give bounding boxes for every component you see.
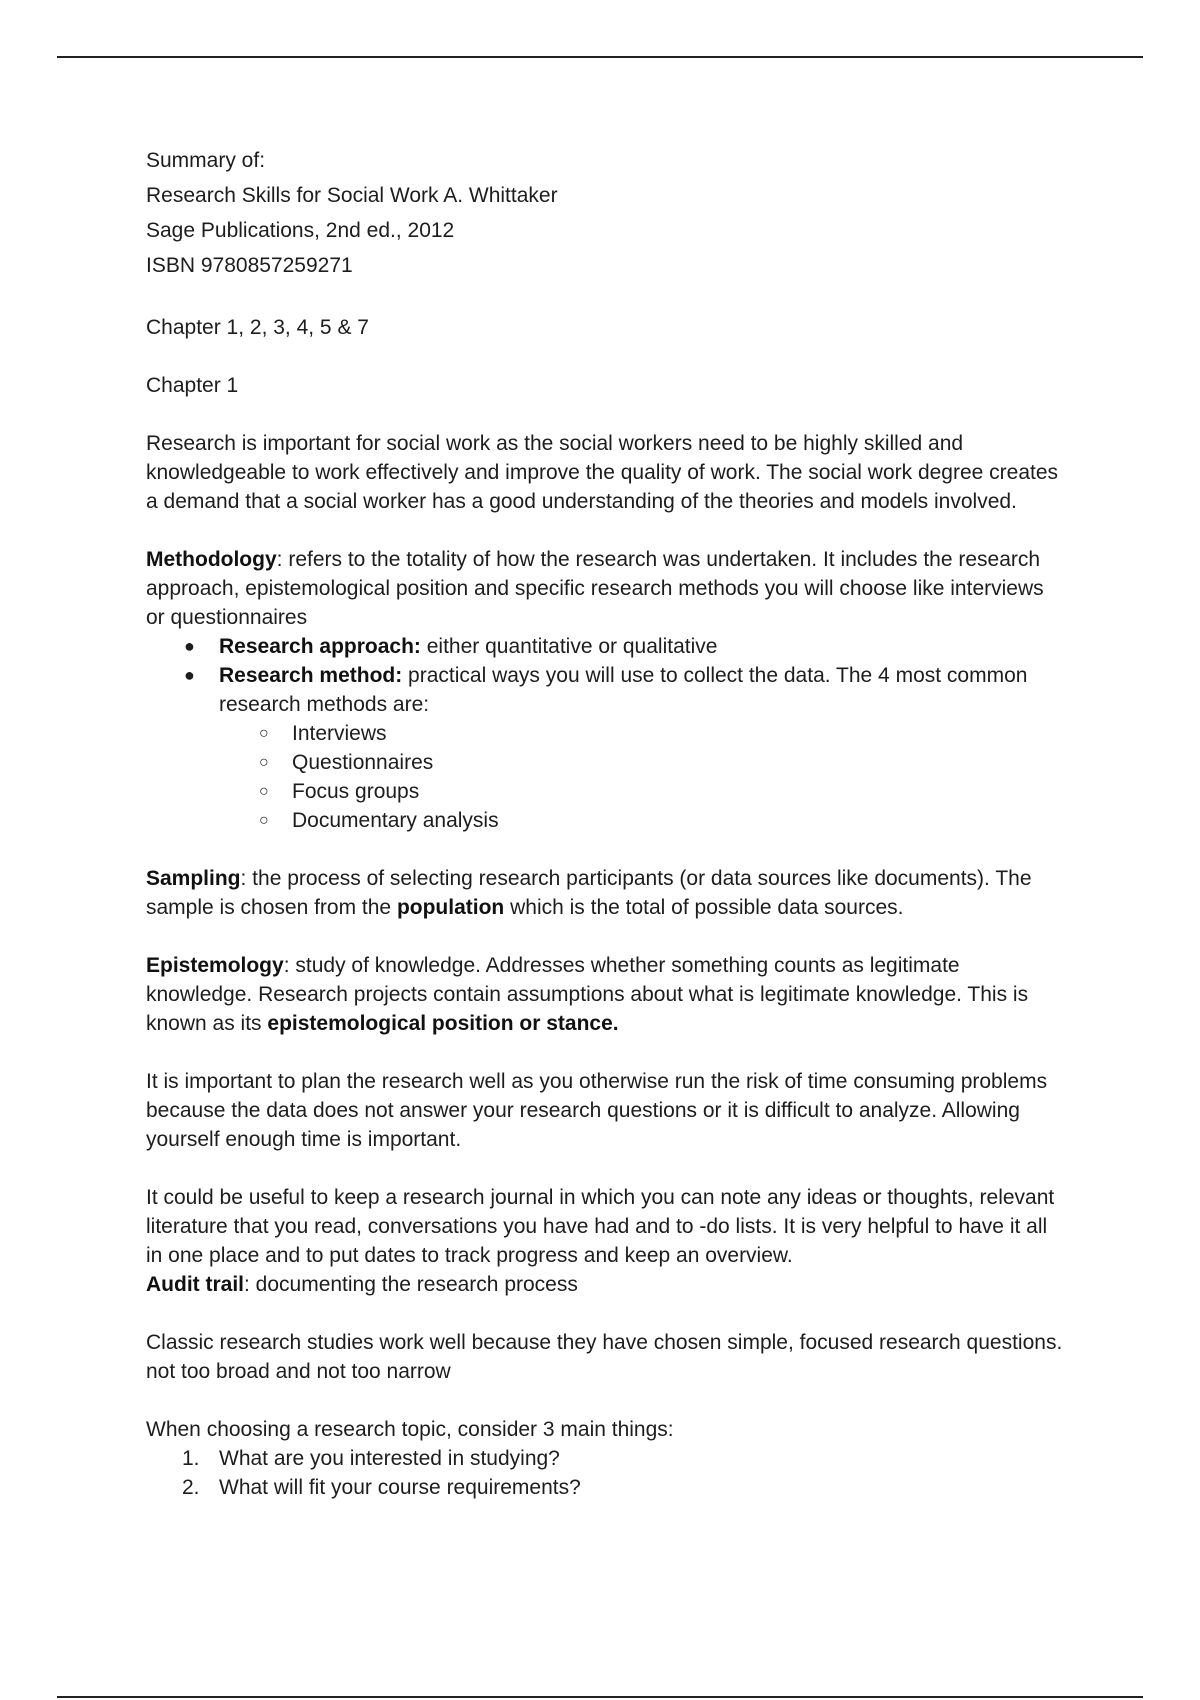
sampling-paragraph: [146, 864, 1066, 922]
summary-label: Summary of:: [146, 149, 266, 172]
audit-trail-text: : documenting the research process: [244, 1273, 578, 1296]
circle-bullet-icon: ○: [259, 812, 269, 829]
topic-item-text: What are you interested in studying?: [219, 1447, 560, 1470]
population-term: population: [396, 896, 505, 919]
chapters-line: Chapter 1, 2, 3, 4, 5 & 7: [146, 316, 369, 339]
list-item: [259, 719, 1066, 748]
method-label: Focus groups: [292, 780, 420, 803]
audit-trail-line: [146, 1270, 1066, 1299]
topic-list: [146, 1444, 1066, 1502]
methodology-bullets: [146, 632, 1066, 835]
classic-paragraph: Classic research studies work well because they have chosen simple, focused research questions. not too broad and not too narrow: [146, 1331, 1063, 1383]
method-label: Documentary analysis: [292, 809, 499, 832]
methodology-text: : refers to the totality of how the research was undertaken. It includes the research approach, epistemological position and specific research methods you will choose like interviews or questionnaires: [146, 548, 1044, 629]
circle-bullet-icon: ○: [259, 725, 269, 742]
list-item: [259, 748, 1066, 777]
topic-intro: When choosing a research topic, consider 3 main things:: [146, 1418, 674, 1441]
epistemology-text: : study of knowledge. Addresses whether something counts as legitimate knowledge. Research projects contain assumptions about what is legitimate knowledge. This is known as its: [146, 954, 1029, 1035]
list-item: [182, 1473, 1066, 1502]
method-label: Interviews: [292, 722, 387, 745]
planning-paragraph: It is important to plan the research well as you otherwise run the risk of time consuming problems because the data does not answer your research questions or it is difficult to analyze. Allowing yourself enough time is important.: [146, 1070, 1048, 1151]
list-item: [182, 1444, 1066, 1473]
top-rule: [57, 56, 1143, 58]
circle-bullet-icon: ○: [259, 783, 269, 800]
methodology-paragraph: [146, 545, 1066, 632]
bullet-text: practical ways you will use to collect the data. The 4 most common research methods are:: [219, 664, 1028, 716]
list-number: 1.: [182, 1447, 200, 1470]
method-label: Questionnaires: [292, 751, 434, 774]
list-item: [259, 777, 1066, 806]
epistemology-paragraph: [146, 951, 1066, 1038]
bullet-text: either quantitative or qualitative: [420, 635, 718, 658]
journal-paragraph: It could be useful to keep a research journal in which you can note any ideas or thoughts, relevant literature that you read, conversations you have had and to -do lists. It is very helpful to have it all in one place and to put dates to track progress and keep an overview.: [146, 1186, 1055, 1267]
publisher-line: Sage Publications, 2nd ed., 2012: [146, 219, 455, 242]
bullet-icon: ●: [184, 636, 195, 656]
list-item: [184, 632, 1066, 661]
methodology-term: Methodology: [146, 548, 277, 571]
sampling-text-end: which is the total of possible data sources.: [504, 896, 904, 919]
topic-item-text: What will fit your course requirements?: [219, 1476, 581, 1499]
isbn-line: ISBN 9780857259271: [146, 254, 353, 277]
intro-paragraph: Research is important for social work as the social workers need to be highly skilled and knowledgeable to work effectively and improve the quality of work. The social work degree creates a demand that a social worker has a good understanding of the theories and models involved.: [146, 432, 1059, 513]
list-number: 2.: [182, 1476, 200, 1499]
sampling-term: Sampling: [146, 867, 241, 890]
epistemological-position-term: epistemological position or stance.: [267, 1012, 619, 1035]
bullet-term: Research approach:: [219, 635, 421, 658]
chapter-heading: Chapter 1: [146, 374, 239, 397]
document-body: [146, 143, 1066, 1502]
list-item: [184, 661, 1066, 835]
book-title: Research Skills for Social Work A. Whittaker: [146, 184, 558, 207]
circle-bullet-icon: ○: [259, 754, 269, 771]
methods-list: [219, 719, 1066, 835]
bullet-icon: ●: [184, 665, 195, 685]
audit-trail-term: Audit trail: [146, 1273, 244, 1296]
sampling-text: : the process of selecting research participants (or data sources like documents). The sample is chosen from the: [146, 867, 1032, 919]
bottom-rule: [57, 1696, 1143, 1698]
list-item: [259, 806, 1066, 835]
bullet-term: Research method:: [219, 664, 403, 687]
epistemology-term: Epistemology: [146, 954, 284, 977]
